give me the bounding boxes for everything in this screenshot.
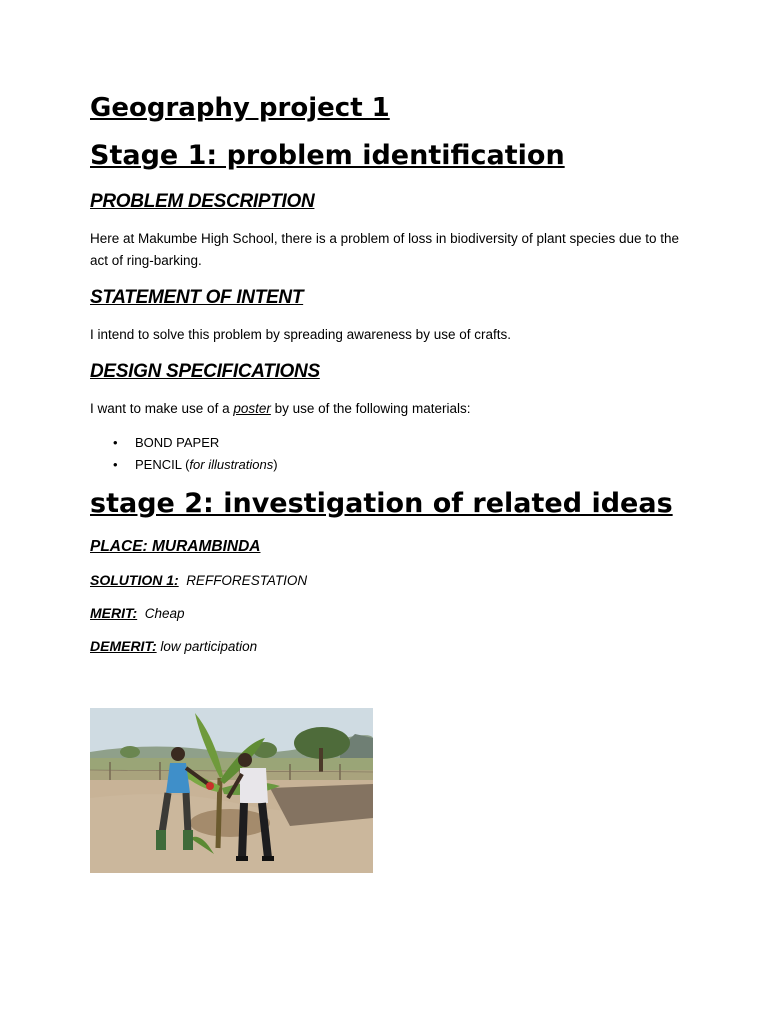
problem-description-text: Here at Makumbe High School, there is a problem of loss in biodiversity of plant species due to the act of ring-barking.: [90, 231, 680, 268]
bullet: •: [113, 435, 118, 450]
design-text-before: I want to make use of a: [90, 401, 234, 416]
list-item: [113, 432, 680, 454]
material-text: BOND PAPER: [135, 435, 220, 450]
merit-value: Cheap: [144, 606, 185, 621]
bullet: •: [113, 457, 118, 472]
materials-list: [90, 432, 680, 476]
statement-of-intent-heading: STATEMENT OF INTENT: [90, 287, 304, 308]
design-text-after: by use of the following materials:: [270, 401, 471, 416]
stage2-title: stage 2: investigation of related ideas: [90, 488, 673, 519]
design-specifications-heading: DESIGN SPECIFICATIONS: [90, 361, 320, 382]
merit-line: [90, 602, 680, 625]
merit-label: MERIT:: [90, 605, 138, 621]
planting-photo: [90, 708, 373, 873]
photo-two-people-planting-banana-tree-icon: [90, 708, 373, 873]
problem-description-heading: PROBLEM DESCRIPTION: [90, 191, 315, 212]
place-heading: PLACE: MURAMBINDA: [90, 538, 261, 555]
demerit-line: [90, 635, 680, 658]
statement-of-intent-text: I intend to solve this problem by spreading awareness by use of crafts.: [90, 327, 511, 342]
solution-label: SOLUTION 1:: [90, 572, 179, 588]
project-title: Geography project 1: [90, 93, 390, 123]
design-specifications-text: [90, 398, 680, 420]
solution-line: [90, 569, 680, 592]
demerit-label: DEMERIT:: [90, 638, 157, 654]
stage1-title: Stage 1: problem identification: [90, 140, 565, 171]
document-body: [90, 88, 680, 668]
list-item: [113, 454, 680, 476]
material-text: PENCIL (: [135, 457, 190, 472]
solution-value: REFFORESTATION: [186, 573, 308, 588]
material-close: ): [273, 457, 278, 472]
material-note: for illustrations: [189, 457, 274, 472]
demerit-value: low participation: [160, 639, 258, 654]
poster-word: poster: [233, 401, 271, 416]
